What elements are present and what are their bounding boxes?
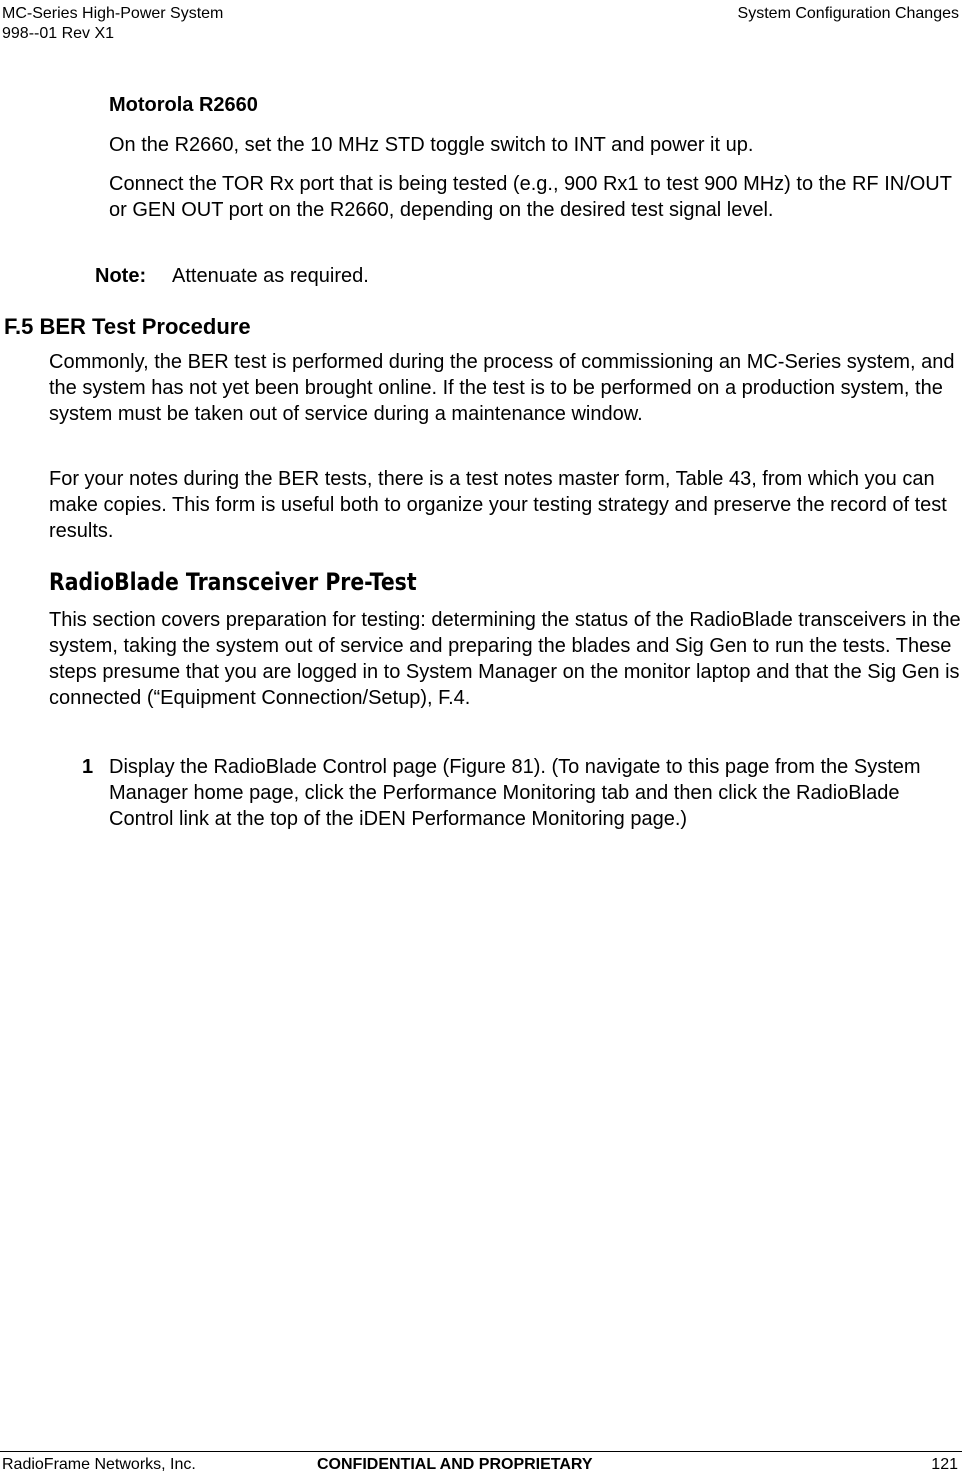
footer-confidential: CONFIDENTIAL AND PROPRIETARY [317, 1456, 593, 1473]
header-chapter: System Configuration Changes [737, 5, 959, 22]
motorola-para-2: Connect the TOR Rx port that is being tested (e.g., 900 Rx1 to test 900 MHz) to the RF IN/OUT or GEN OUT port on the R2660, depending on the desired test signal level. [109, 173, 952, 221]
section-heading: F.5 BER Test Procedure [4, 314, 251, 339]
step-number: 1 [82, 756, 94, 778]
footer-company: RadioFrame Networks, Inc. [2, 1456, 196, 1473]
pretest-para: This section covers preparation for testing: determining the status of the RadioBlade transceivers in the system, taking the system out of service and preparing the blades and Sig Gen to run the tests. These steps presume that you are logged in to System Manager on the monitor laptop and that the Sig Gen is connected (“Equipment Connection/Setup), F.4. [49, 609, 961, 709]
motorola-heading: Motorola R2660 [109, 94, 258, 116]
pretest-heading: RadioBlade Transceiver Pre-Test [49, 568, 417, 596]
header-doc-number: 998--01 Rev X1 [2, 25, 115, 42]
footer-divider [0, 1451, 962, 1452]
motorola-para-1: On the R2660, set the 10 MHz STD toggle switch to INT and power it up. [109, 134, 754, 156]
note-label: Note: [95, 265, 147, 287]
section-para-1: Commonly, the BER test is performed during the process of commissioning an MC-Series system, and the system has not yet been brought online. If the test is to be performed on a production system, the system must be taken out of service during a maintenance window. [49, 351, 955, 425]
section-para-2: For your notes during the BER tests, there is a test notes master form, Table 43, from which you can make copies. This form is useful both to organize your testing strategy and preserve the record of test results. [49, 468, 947, 542]
note-text: Attenuate as required. [172, 265, 369, 287]
footer-page-number: 121 [931, 1456, 958, 1473]
step-text: Display the RadioBlade Control page (Figure 81). (To navigate to this page from the System Manager home page, click the Performance Monitoring tab and then click the RadioBlade Control link at the top of the iDEN Performance Monitoring page.) [109, 756, 921, 830]
header-product: MC-Series High-Power System [2, 5, 224, 22]
